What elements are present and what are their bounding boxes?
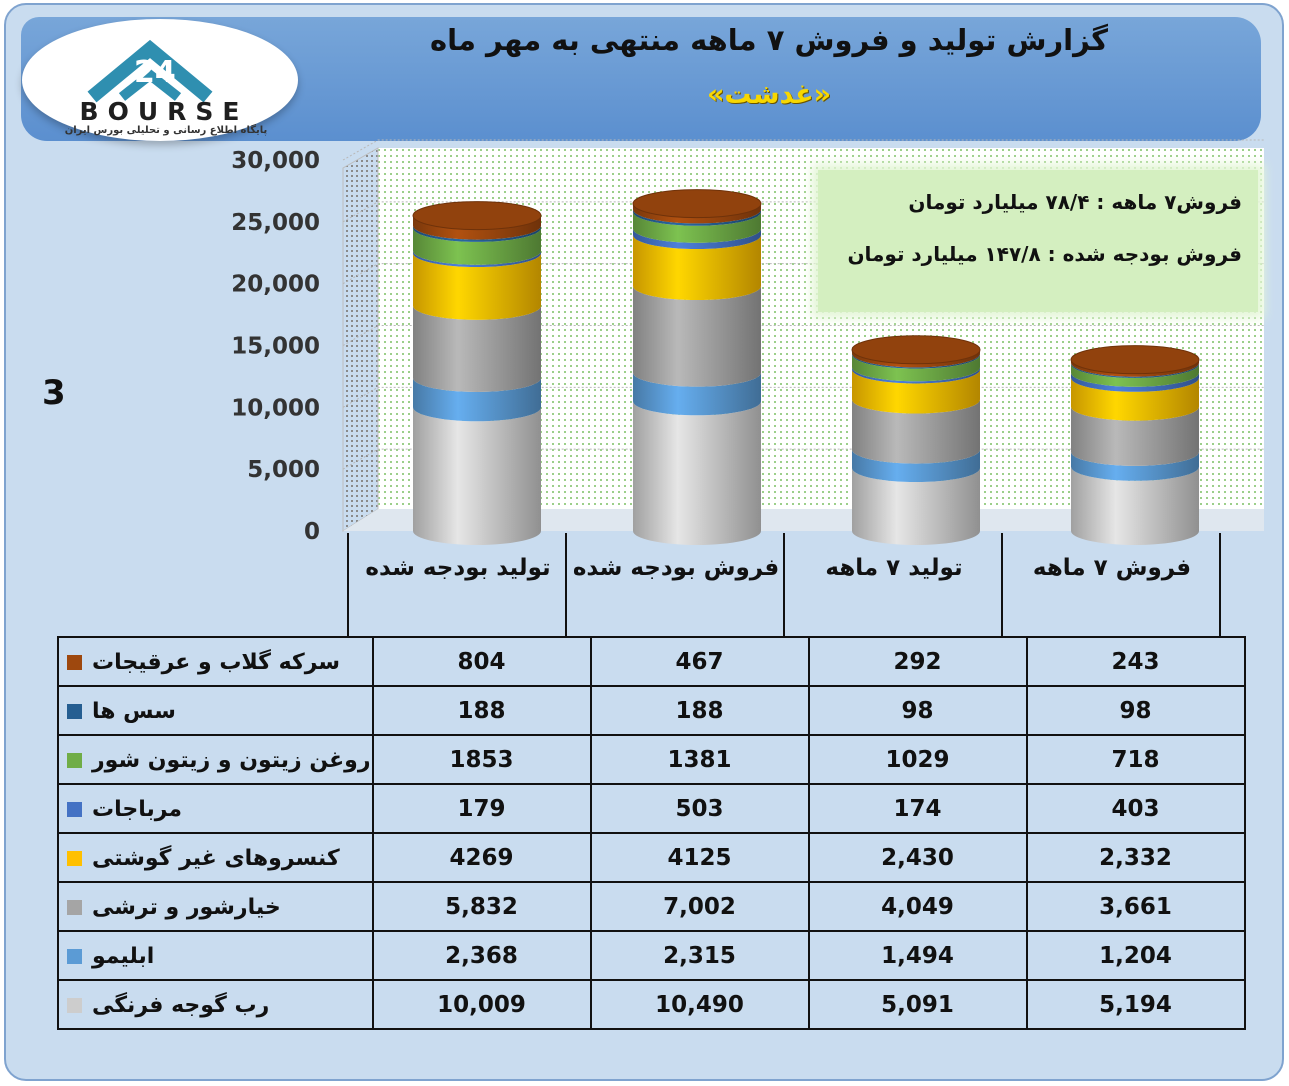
data-table — [57, 636, 1246, 1030]
series-label — [58, 882, 373, 931]
cylinder-top-1 — [413, 202, 541, 230]
cylinder-segment-2-1 — [633, 401, 761, 545]
legend-swatch — [67, 949, 82, 964]
table-cell: 403 — [1027, 784, 1245, 833]
series-name: روغن زیتون و زیتون شور — [92, 747, 371, 773]
category-header: تولید بودجه شده — [365, 555, 551, 581]
table-cell: 292 — [809, 637, 1027, 686]
table-row — [58, 686, 1245, 735]
logo-tagline: پایگاه اطلاع رسانی و تحلیلی بورس ایران — [64, 125, 268, 136]
legend-swatch — [67, 900, 82, 915]
series-name: خیارشور و ترشی — [92, 894, 281, 920]
y-tick-label: 20,000 — [231, 271, 320, 298]
legend-swatch — [67, 802, 82, 817]
cylinder-segment-2-3 — [633, 286, 761, 387]
table-cell: 1,204 — [1027, 931, 1245, 980]
logo-wordmark: BOURSE — [79, 97, 249, 126]
table-cell: 10,009 — [373, 980, 591, 1029]
table-row — [58, 980, 1245, 1029]
y-tick-label: 15,000 — [231, 333, 320, 360]
legend-swatch — [67, 704, 82, 719]
table-cell: 7,002 — [591, 882, 809, 931]
table-row — [58, 882, 1245, 931]
category-divider — [1001, 533, 1003, 636]
cylinder-top-4 — [1071, 346, 1199, 374]
legend-swatch — [67, 851, 82, 866]
table-cell: 718 — [1027, 735, 1245, 784]
table-cell: 4,049 — [809, 882, 1027, 931]
series-name: رب گوجه فرنگی — [92, 992, 270, 1018]
table-cell: 98 — [1027, 686, 1245, 735]
series-label — [58, 931, 373, 980]
table-cell: 1029 — [809, 735, 1027, 784]
series-name: ابلیمو — [92, 943, 155, 969]
table-cell: 2,430 — [809, 833, 1027, 882]
table-cell: 5,832 — [373, 882, 591, 931]
table-cell: 503 — [591, 784, 809, 833]
category-divider — [565, 533, 567, 636]
table-cell: 1381 — [591, 735, 809, 784]
table-row — [58, 931, 1245, 980]
series-name: کنسروهای غیر گوشتی — [92, 845, 340, 871]
y-tick-label: 5,000 — [247, 457, 320, 484]
report-frame — [4, 3, 1284, 1081]
y-tick-label: 30,000 — [231, 148, 320, 174]
page-title: گزارش تولید و فروش ۷ ماهه منتهی به مهر ماه — [429, 23, 1108, 57]
y-tick-label: 25,000 — [231, 209, 320, 236]
table-cell: 467 — [591, 637, 809, 686]
y-tick-label: 10,000 — [231, 395, 320, 422]
legend-swatch — [67, 655, 82, 670]
table-cell: 3,661 — [1027, 882, 1245, 931]
series-label — [58, 637, 373, 686]
series-label — [58, 784, 373, 833]
logo-number: 24 — [134, 55, 176, 90]
series-name: سس ها — [92, 698, 176, 724]
series-label — [58, 833, 373, 882]
table-cell: 10,490 — [591, 980, 809, 1029]
sales-summary-box — [818, 170, 1258, 312]
table-cell: 2,315 — [591, 931, 809, 980]
table-cell: 1,494 — [809, 931, 1027, 980]
cylinder-top-3 — [852, 336, 980, 364]
table-cell: 243 — [1027, 637, 1245, 686]
table-cell: 5,091 — [809, 980, 1027, 1029]
table-cell: 98 — [809, 686, 1027, 735]
category-divider — [783, 533, 785, 636]
series-label — [58, 686, 373, 735]
table-row — [58, 784, 1245, 833]
table-cell: 804 — [373, 637, 591, 686]
plot-side-wall — [343, 148, 378, 531]
category-divider — [1219, 533, 1221, 636]
table-cell: 5,194 — [1027, 980, 1245, 1029]
series-name: سرکه گلاب و عرقیجات — [92, 649, 341, 675]
company-name: «غدشت» — [706, 79, 832, 110]
table-cell: 174 — [809, 784, 1027, 833]
table-row — [58, 833, 1245, 882]
table-cell: 188 — [373, 686, 591, 735]
table-row — [58, 735, 1245, 784]
category-header: فروش ۷ ماهه — [1032, 555, 1192, 581]
table-cell: 2,332 — [1027, 833, 1245, 882]
table-row — [58, 637, 1245, 686]
table-cell: 2,368 — [373, 931, 591, 980]
y-tick-label: 0 — [303, 519, 320, 545]
table-cell: 1853 — [373, 735, 591, 784]
category-header: فروش بودجه شده — [572, 555, 780, 581]
legend-swatch — [67, 753, 82, 768]
table-cell: 188 — [591, 686, 809, 735]
unit-label: 3 — [42, 373, 66, 413]
cylinder-top-2 — [633, 190, 761, 218]
table-cell: 4125 — [591, 833, 809, 882]
series-name: مرباجات — [92, 796, 183, 822]
sales-7-month-line: فروش۷ ماهه : ۷۸/۴ میلیارد تومان — [908, 190, 1242, 214]
table-cell: 179 — [373, 784, 591, 833]
series-label — [58, 735, 373, 784]
legend-swatch — [67, 998, 82, 1013]
category-divider — [347, 533, 349, 636]
series-label — [58, 980, 373, 1029]
sales-budget-line: فروش بودجه شده : ۱۴۷/۸ میلیارد تومان — [847, 242, 1242, 266]
table-cell: 4269 — [373, 833, 591, 882]
category-header: تولید ۷ ماهه — [825, 555, 963, 581]
cylinder-segment-1-1 — [413, 407, 541, 545]
